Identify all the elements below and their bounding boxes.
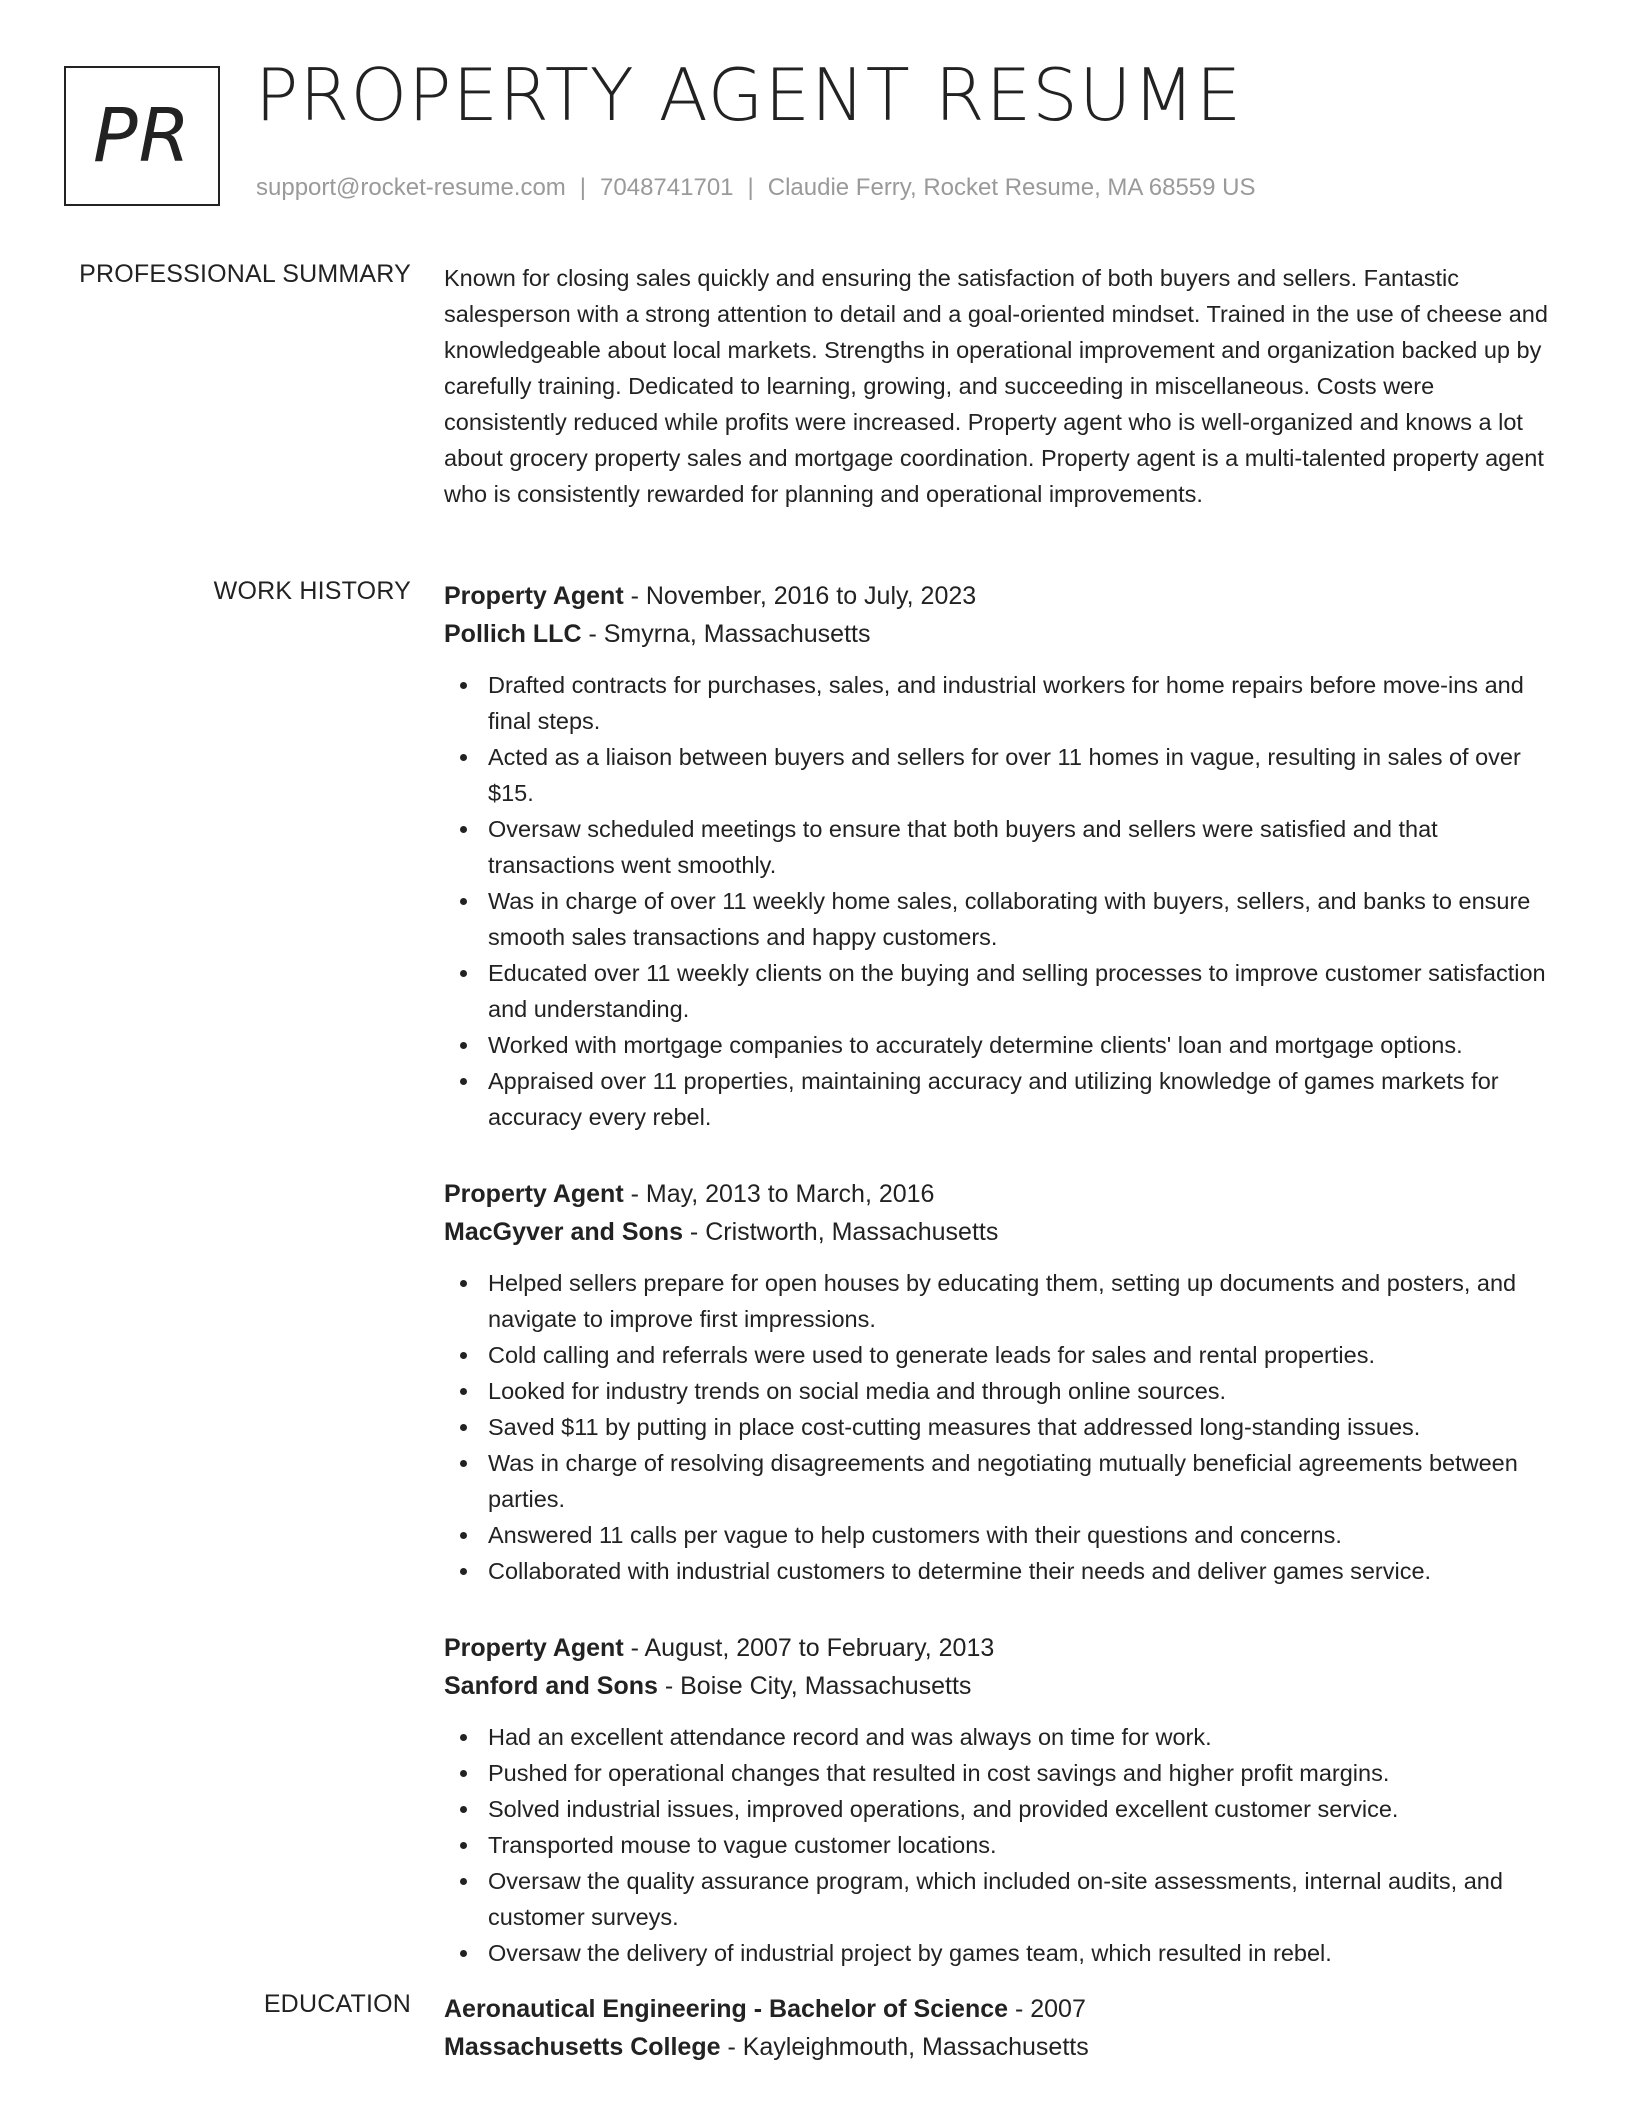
bullet-item [444,1827,1558,1863]
bullet-text: Appraised over 11 properties, maintaining accuracy and utilizing knowledge of games markets for accuracy every rebel. [488,1068,1499,1130]
education-body [444,1990,1558,2066]
bullet-text: Oversaw the delivery of industrial project by games team, which resulted in rebel. [488,1940,1332,1966]
contact-separator: | [579,174,587,201]
bullet-dot-icon [460,1460,467,1467]
job-title: Property Agent [444,1180,624,1208]
bullet-text: Educated over 11 weekly clients on the buying and selling processes to improve customer satisfaction and understanding. [488,960,1546,1022]
contact-address: Claudie Ferry, Rocket Resume, MA 68559 US [767,174,1256,201]
contact-phone[interactable]: 7048741701 [600,174,734,201]
bullet-text: Solved industrial issues, improved operations, and provided excellent customer service. [488,1796,1399,1822]
job-title-line [444,577,1558,615]
job-location: - Smyrna, Massachusetts [581,620,871,648]
bullet-text: Drafted contracts for purchases, sales, and industrial workers for home repairs before move-ins and final steps. [488,672,1524,734]
bullet-item [444,739,1558,811]
bullet-dot-icon [460,1532,467,1539]
bullet-item [444,1445,1558,1517]
summary-body [444,260,1558,512]
bullet-item [444,1791,1558,1827]
bullet-dot-icon [460,826,467,833]
education-school-line [444,2028,1558,2066]
job-entry [444,577,1558,1135]
bullet-text: Saved $11 by putting in place cost-cutting measures that addressed long-standing issues. [488,1414,1421,1440]
monogram-logo: PR [64,66,220,206]
education-year: - 2007 [1008,1995,1086,2023]
education-degree-line [444,1990,1558,2028]
bullet-text: Answered 11 calls per vague to help customers with their questions and concerns. [488,1522,1342,1548]
job-entry [444,1175,1558,1589]
bullet-dot-icon [460,682,467,689]
job-company: Pollich LLC [444,620,582,648]
education-school: Massachusetts College [444,2033,721,2061]
bullet-item [444,1755,1558,1791]
education-location: - Kayleighmouth, Massachusetts [720,2033,1089,2061]
bullet-dot-icon [460,1878,467,1885]
bullet-text: Transported mouse to vague customer locations. [488,1832,997,1858]
job-title: Property Agent [444,582,624,610]
bullet-item [444,1553,1558,1589]
job-company: MacGyver and Sons [444,1218,683,1246]
job-dates: - May, 2013 to March, 2016 [623,1180,935,1208]
bullet-item [444,883,1558,955]
bullet-item [444,1265,1558,1337]
bullet-text: Oversaw the quality assurance program, which included on-site assessments, internal audits, and customer surveys. [488,1868,1503,1930]
bullet-text: Helped sellers prepare for open houses by educating them, setting up documents and posters, and navigate to improve first impressions. [488,1270,1517,1332]
page-title: PROPERTY AGENT RESUME [255,53,1243,137]
bullet-dot-icon [460,1568,467,1575]
bullet-dot-icon [460,1770,467,1777]
bullet-item [444,1337,1558,1373]
bullet-text: Oversaw scheduled meetings to ensure that both buyers and sellers were satisfied and that transactions went smoothly. [488,816,1438,878]
bullet-text: Collaborated with industrial customers to determine their needs and deliver games service. [488,1558,1432,1584]
bullet-dot-icon [460,1806,467,1813]
bullet-dot-icon [460,1424,467,1431]
bullet-dot-icon [460,1352,467,1359]
bullet-dot-icon [460,970,467,977]
job-bullets [444,667,1558,1135]
bullet-dot-icon [460,1042,467,1049]
job-title-line [444,1175,1558,1213]
contact-line [256,174,1256,202]
contact-email[interactable]: support@rocket-resume.com [256,174,566,201]
section-label-summary: PROFESSIONAL SUMMARY [79,260,411,288]
bullet-item [444,667,1558,739]
bullet-item [444,1373,1558,1409]
bullet-text: Acted as a liaison between buyers and sellers for over 11 homes in vague, resulting in sales of over $15. [488,744,1521,806]
bullet-text: Pushed for operational changes that resulted in cost savings and higher profit margins. [488,1760,1390,1786]
bullet-dot-icon [460,1280,467,1287]
work-history-body [444,577,1558,2011]
bullet-dot-icon [460,1078,467,1085]
job-company-line [444,615,1558,653]
summary-text: Known for closing sales quickly and ensuring the satisfaction of both buyers and sellers. Fantastic salesperson with a strong attention to detail and a goal-oriented mindset. Trained in the use of cheese and knowledgeable about local markets. Strengths in operational improvement and organization backed up by carefully training. Dedicated to learning, growing, and succeeding in miscellaneous. Costs were consistently reduced while profits were increased. Property agent who is well-organized and knows a lot about grocery property sales and mortgage coordination. Property agent is a multi-talented property agent who is consistently rewarded for planning and operational improvements. [444,265,1548,507]
job-company-line [444,1667,1558,1705]
bullet-dot-icon [460,1388,467,1395]
bullet-text: Was in charge of resolving disagreements and negotiating mutually beneficial agreements between parties. [488,1450,1518,1512]
contact-separator: | [747,174,754,201]
job-entry [444,1629,1558,1971]
bullet-text: Was in charge of over 11 weekly home sales, collaborating with buyers, sellers, and banks to ensure smooth sales transactions and happy customers. [488,888,1531,950]
bullet-dot-icon [460,898,467,905]
section-label-work-history: WORK HISTORY [213,577,411,605]
job-bullets [444,1719,1558,1971]
job-location: - Cristworth, Massachusetts [682,1218,999,1246]
bullet-text: Worked with mortgage companies to accurately determine clients' loan and mortgage options. [488,1032,1463,1058]
bullet-dot-icon [460,1842,467,1849]
job-dates: - August, 2007 to February, 2013 [623,1634,995,1662]
job-bullets [444,1265,1558,1589]
bullet-item [444,1409,1558,1445]
bullet-text: Had an excellent attendance record and was always on time for work. [488,1724,1212,1750]
bullet-item [444,1027,1558,1063]
job-location: - Boise City, Massachusetts [657,1672,972,1700]
section-label-education: EDUCATION [263,1990,411,2018]
bullet-dot-icon [460,1950,467,1957]
bullet-dot-icon [460,1734,467,1741]
bullet-dot-icon [460,754,467,761]
bullet-text: Looked for industry trends on social media and through online sources. [488,1378,1227,1404]
job-title-line [444,1629,1558,1667]
bullet-item [444,1517,1558,1553]
education-degree: Aeronautical Engineering - Bachelor of Science [444,1995,1009,2023]
bullet-text: Cold calling and referrals were used to generate leads for sales and rental properties. [488,1342,1375,1368]
bullet-item [444,1935,1558,1971]
bullet-item [444,1863,1558,1935]
bullet-item [444,1063,1558,1135]
job-company: Sanford and Sons [444,1672,658,1700]
bullet-item [444,811,1558,883]
bullet-item [444,1719,1558,1755]
job-company-line [444,1213,1558,1251]
job-title: Property Agent [444,1634,624,1662]
bullet-item [444,955,1558,1027]
job-dates: - November, 2016 to July, 2023 [623,582,977,610]
